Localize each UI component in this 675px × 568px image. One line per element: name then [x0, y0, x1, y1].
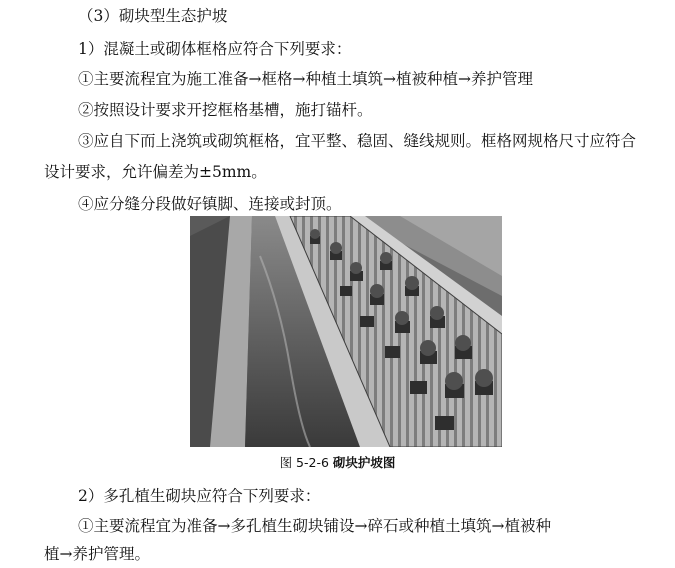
item2-step1-line1: ①主要流程宜为准备→多孔植生砌块铺设→碎石或种植土填筑→植被种 — [78, 517, 551, 535]
figure-title: 砌块护坡图 — [332, 455, 396, 470]
item1-step3-line2: 设计要求，允许偏差为±5mm。 — [44, 163, 267, 181]
item1-step2: ②按照设计要求开挖框格基槽，施打锚杆。 — [78, 101, 373, 119]
section-heading: （3）砌块型生态护坡 — [78, 7, 228, 25]
figure-number: 图 5-2-6 — [279, 455, 329, 470]
item1-step4: ④应分缝分段做好镇脚、连接或封顶。 — [78, 195, 342, 213]
slope-block-photo — [190, 216, 502, 447]
item1-step1: ①主要流程宜为施工准备→框格→种植土填筑→植被种植→养护管理 — [78, 70, 533, 88]
item2-heading: 2）多孔植生砌块应符合下列要求： — [78, 487, 321, 505]
item2-step1-line2: 植→养护管理。 — [44, 545, 150, 563]
item1-heading: 1）混凝土或砌体框格应符合下列要求： — [78, 40, 352, 58]
figure-caption — [0, 454, 675, 472]
item1-step3-line1: ③应自下而上浇筑或砌筑框格，宜平整、稳固、缝线规则。框格网规格尺寸应符合 — [78, 132, 637, 150]
